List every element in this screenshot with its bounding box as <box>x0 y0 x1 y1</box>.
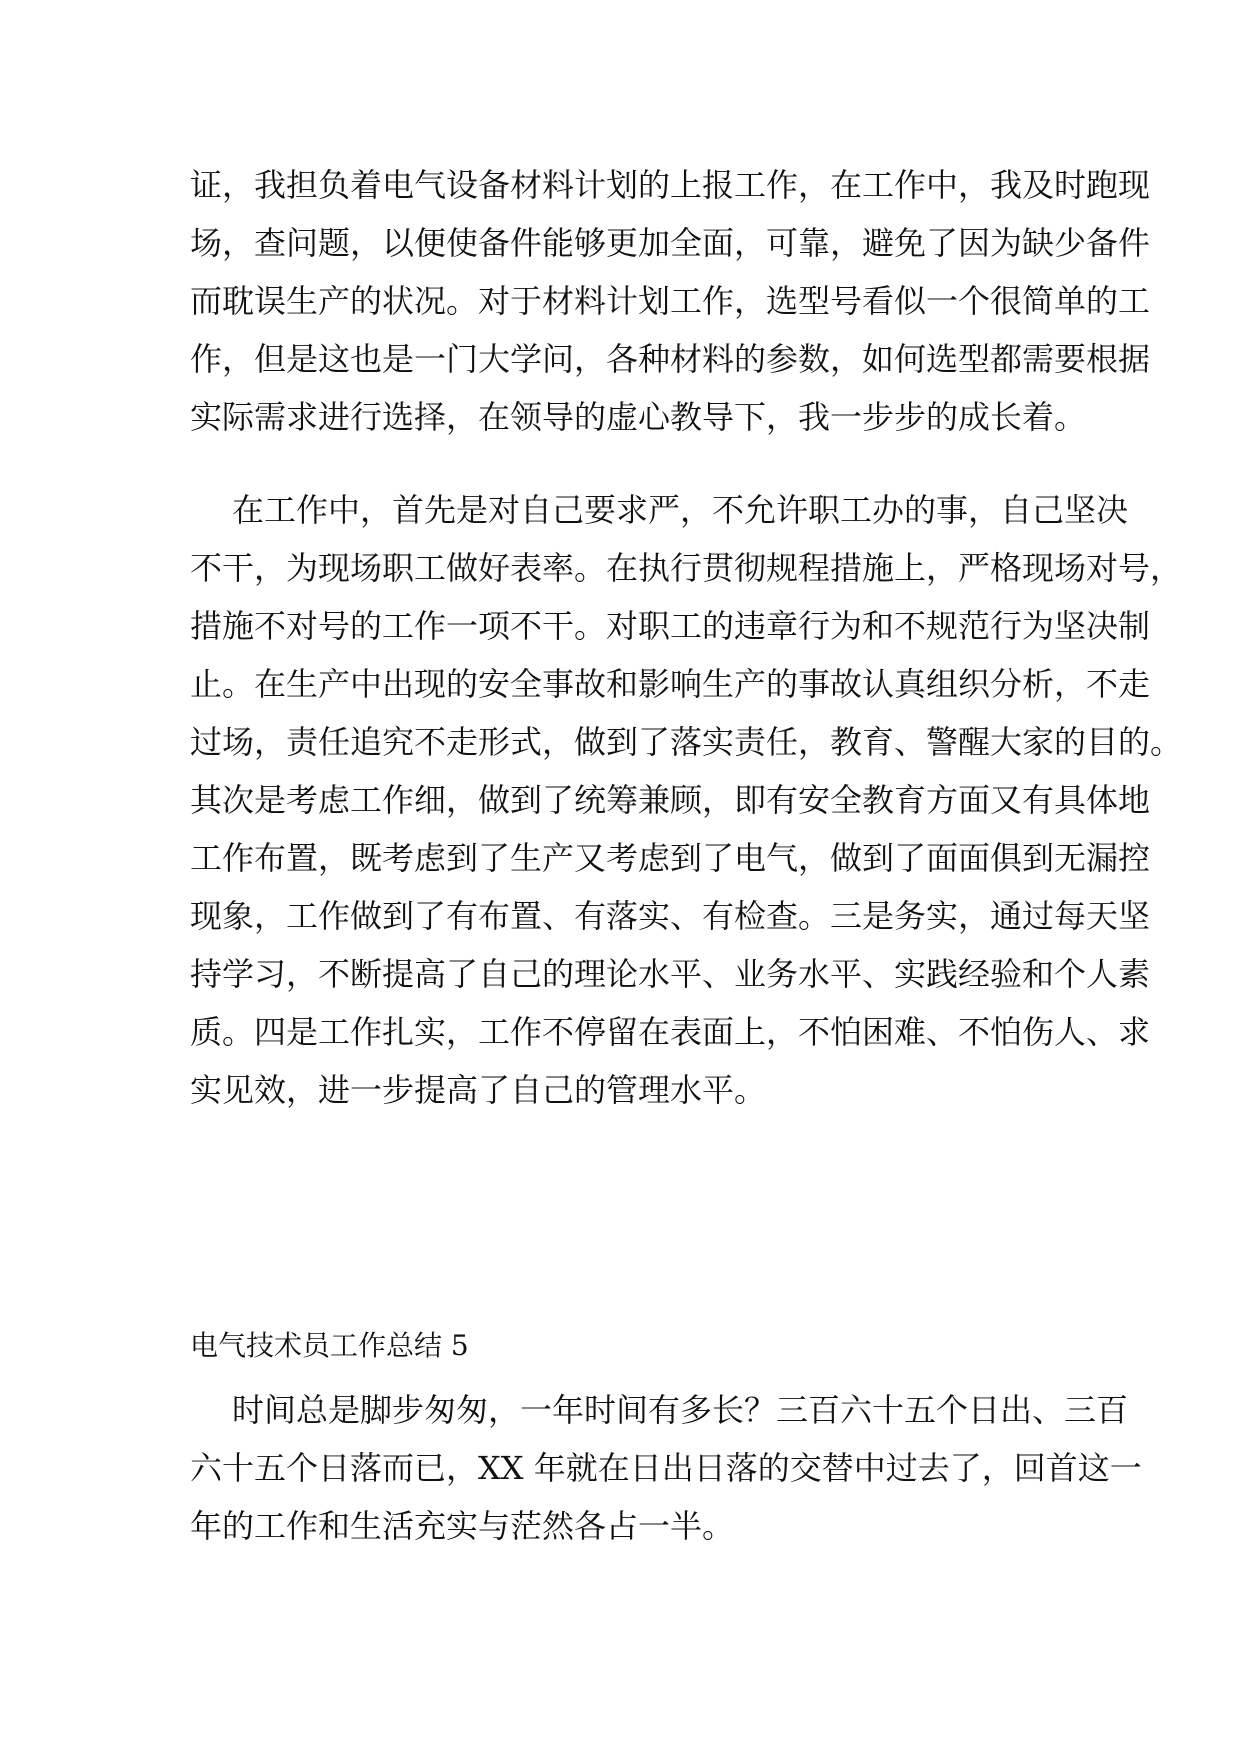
paragraph-line: 证，我担负着电气设备材料计划的上报工作，在工作中，我及时跑现 <box>190 166 1151 204</box>
paragraph-line: 作，但是这也是一门大学问，各种材料的参数，如何选型都需要根据 <box>190 340 1151 378</box>
paragraph-line: 质。四是工作扎实，工作不停留在表面上，不怕困难、不怕伤人、求 <box>190 1013 1151 1051</box>
paragraph-line: 过场，责任追究不走形式，做到了落实责任，教育、警醒大家的目的。 <box>190 723 1183 761</box>
paragraph-line: 实见效，进一步提高了自己的管理水平。 <box>190 1071 767 1109</box>
paragraph-line: 其次是考虑工作细，做到了统筹兼顾，即有安全教育方面又有具体地 <box>190 781 1151 819</box>
paragraph-line: 工作布置，既考虑到了生产又考虑到了电气，做到了面面俱到无漏控 <box>190 839 1151 877</box>
paragraph-line: 持学习，不断提高了自己的理论水平、业务水平、实践经验和个人素 <box>190 955 1151 993</box>
paragraph-line: 不干，为现场职工做好表率。在执行贯彻规程措施上，严格现场对号， <box>190 549 1183 587</box>
section-heading: 电气技术员工作总结 5 <box>190 1329 469 1362</box>
paragraph-line: 年的工作和生活充实与茫然各占一半。 <box>190 1507 735 1545</box>
paragraph-line: 时间总是脚步匆匆，一年时间有多长？三百六十五个日出、三百 <box>232 1391 1129 1429</box>
paragraph-line: 而耽误生产的状况。对于材料计划工作，选型号看似一个很简单的工 <box>190 282 1151 320</box>
paragraph-line: 措施不对号的工作一项不干。对职工的违章行为和不规范行为坚决制 <box>190 607 1151 645</box>
paragraph-line: 在工作中，首先是对自己要求严，不允许职工办的事，自己坚决 <box>232 491 1129 529</box>
paragraph-line: 现象，工作做到了有布置、有落实、有检查。三是务实，通过每天坚 <box>190 897 1151 935</box>
paragraph-line: 止。在生产中出现的安全事故和影响生产的事故认真组织分析，不走 <box>190 665 1151 703</box>
paragraph-line: 六十五个日落而已，XX 年就在日出日落的交替中过去了，回首这一 <box>190 1449 1142 1487</box>
paragraph-line: 场，查问题，以便使备件能够更加全面，可靠，避免了因为缺少备件 <box>190 224 1151 262</box>
paragraph-line: 实际需求进行选择，在领导的虚心教导下，我一步步的成长着。 <box>190 398 1087 436</box>
